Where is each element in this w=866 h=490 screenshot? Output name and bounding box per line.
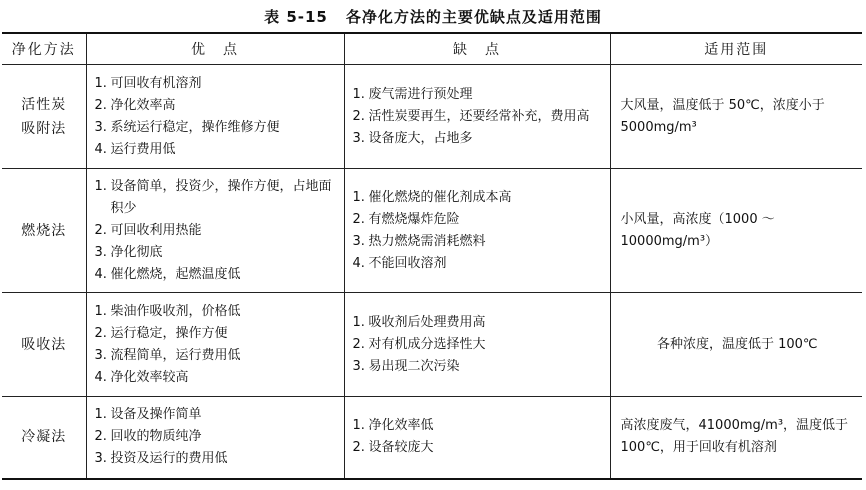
list-item: 1. 净化效率低: [352, 418, 434, 434]
list-item: 2. 可回收利用热能: [94, 222, 202, 238]
purification-methods-table: [2, 32, 862, 480]
table-row: [2, 65, 862, 169]
method-name-line: 冷凝法: [21, 429, 67, 446]
header-row: [2, 33, 862, 65]
cons-cell: [344, 397, 610, 479]
list-item: 2. 设备较庞大: [352, 440, 434, 456]
list-item: 3. 易出现二次污染: [352, 358, 460, 374]
list-item: 4. 不能回收溶剂: [352, 255, 447, 271]
cons-cell: [344, 169, 610, 293]
pros-cell: [86, 65, 344, 169]
scope-cell: [610, 293, 862, 397]
list-item: 1. 催化燃烧的催化剂成本高: [352, 189, 512, 205]
list-item: 2. 有燃烧爆炸危险: [352, 211, 460, 227]
header-pros: 优 点: [86, 33, 344, 65]
list-item: 1. 废气需进行预处理: [352, 86, 473, 102]
list-item: 3. 流程简单，运行费用低: [94, 347, 241, 363]
method-cell: [2, 293, 86, 397]
list-item: 4. 催化燃烧，起燃温度低: [94, 266, 241, 282]
scope-text: 高浓度废气，41000mg/m³，温度低于 100℃，用于回收有机溶剂: [620, 418, 849, 456]
scope-cell: [610, 169, 862, 293]
list-item: 3. 系统运行稳定，操作维修方便: [94, 119, 280, 135]
table-row: [2, 169, 862, 293]
table-row: [2, 293, 862, 397]
table-caption: [0, 6, 866, 27]
list-item: 3. 设备庞大，占地多: [352, 130, 473, 146]
list-item: 3. 投资及运行的费用低: [94, 451, 228, 467]
header-scope: 适用范围: [610, 33, 862, 65]
method-cell: [2, 397, 86, 479]
header-cons: 缺 点: [344, 33, 610, 65]
header-method: 净化方法: [2, 33, 86, 65]
list-item: 2. 对有机成分选择性大: [352, 336, 486, 352]
list-item: 4. 净化效率较高: [94, 369, 189, 385]
scope-text: 各种浓度，温度低于 100℃: [656, 336, 818, 352]
table-title: 各净化方法的主要优缺点及适用范围: [345, 8, 602, 26]
pros-cell: [86, 397, 344, 479]
list-item: 2. 净化效率高: [94, 97, 176, 113]
table-row: [2, 397, 862, 479]
list-item: 3. 热力燃烧需消耗燃料: [352, 233, 486, 249]
list-item: 1. 柴油作吸收剂，价格低: [94, 303, 241, 319]
list-item: 2. 运行稳定，操作方便: [94, 325, 228, 341]
method-name-line: 吸附法: [21, 120, 67, 137]
list-item: 1. 可回收有机溶剂: [94, 75, 202, 91]
method-name-line: 燃烧法: [21, 222, 67, 239]
method-name-line: 吸收法: [21, 336, 67, 353]
method-cell: [2, 65, 86, 169]
pros-cell: [86, 293, 344, 397]
pros-cell: [86, 169, 344, 293]
method-cell: [2, 169, 86, 293]
list-item: 2. 活性炭要再生，还要经常补充，费用高: [352, 108, 590, 124]
table-number: 表 5-15: [264, 8, 328, 26]
list-item: 1. 吸收剂后处理费用高: [352, 314, 486, 330]
list-item: 2. 回收的物质纯净: [94, 429, 202, 445]
list-item: 4. 运行费用低: [94, 141, 176, 157]
list-item: 3. 净化彻底: [94, 244, 163, 260]
cons-cell: [344, 293, 610, 397]
method-name-line: 活性炭: [21, 96, 67, 113]
cons-cell: [344, 65, 610, 169]
list-item: 1. 设备简单，投资少，操作方便，占地面积少: [94, 178, 332, 216]
scope-cell: [610, 65, 862, 169]
scope-text: 大风量，温度低于 50℃，浓度小于 5000mg/m³: [620, 97, 825, 135]
scope-cell: [610, 397, 862, 479]
list-item: 1. 设备及操作简单: [94, 407, 202, 423]
scope-text: 小风量，高浓度（1000 ～ 10000mg/m³）: [620, 211, 775, 249]
